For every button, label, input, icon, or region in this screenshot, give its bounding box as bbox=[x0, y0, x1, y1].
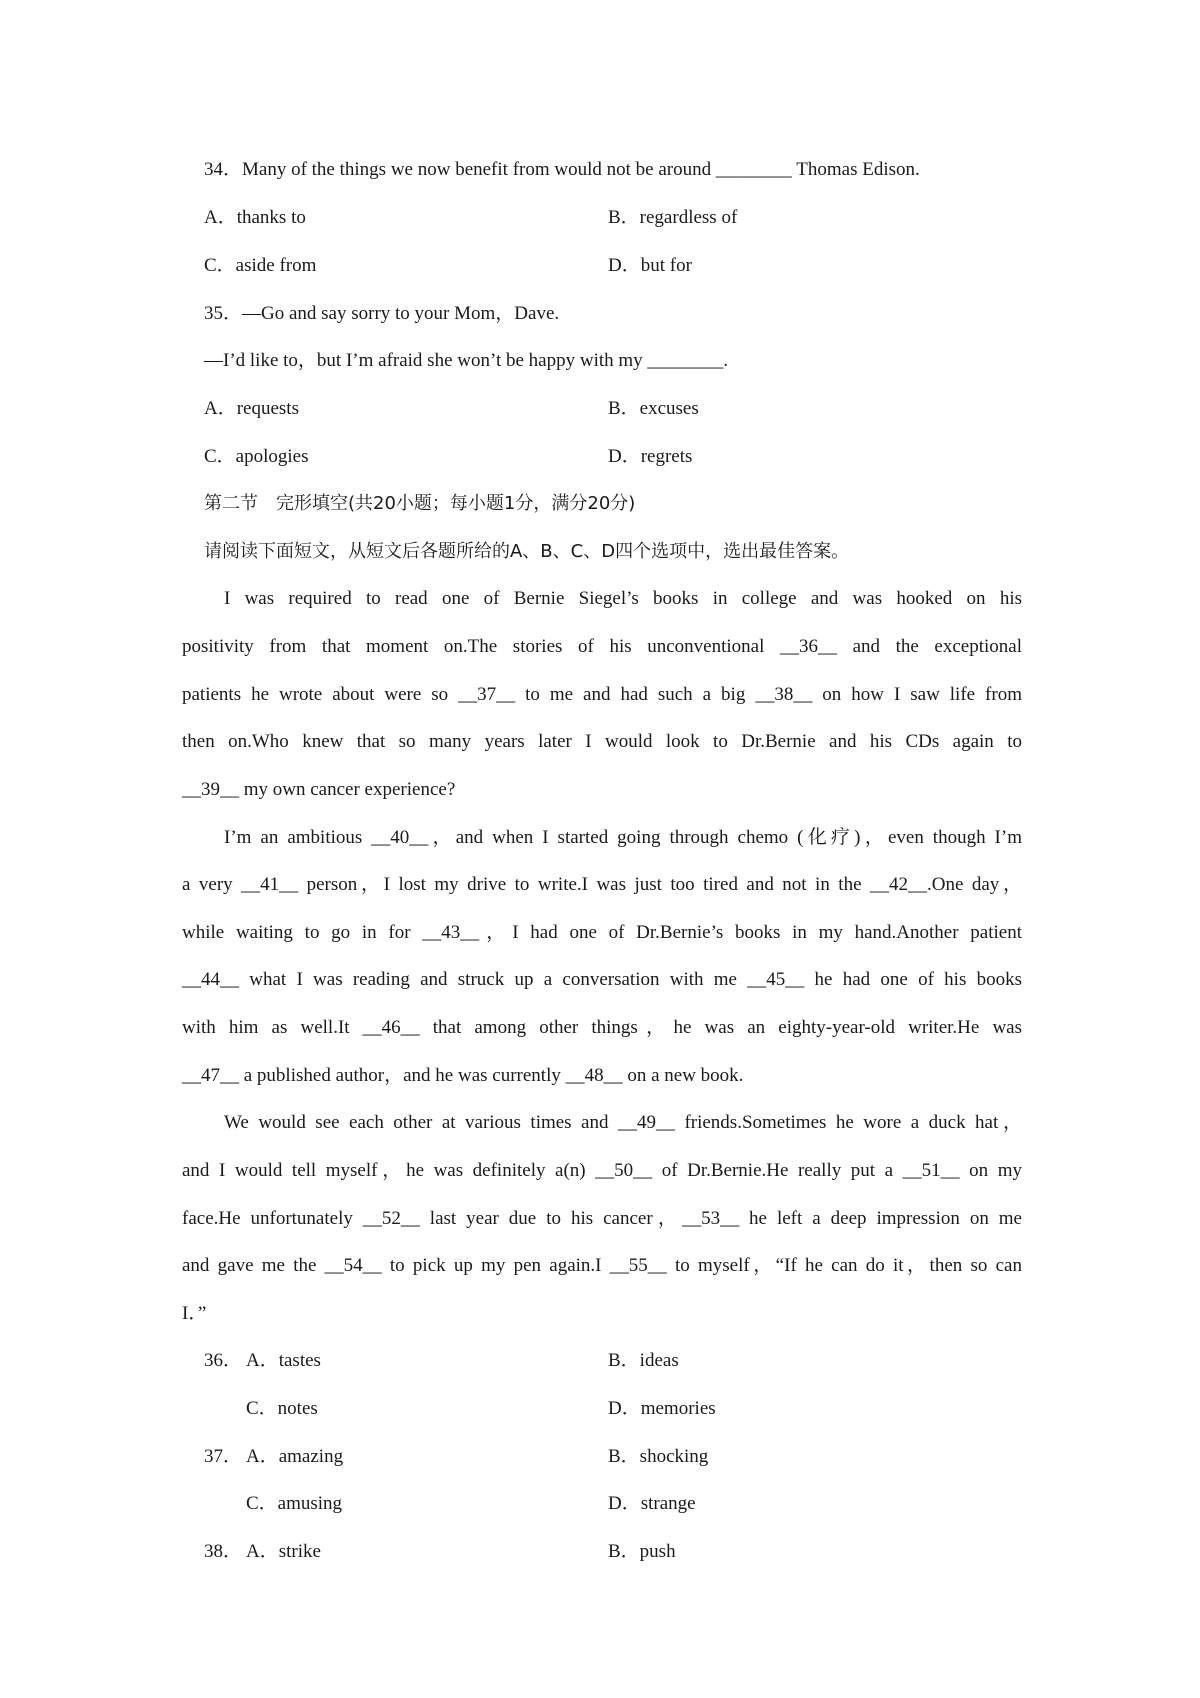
passage-line: with him as well.It __46__ that among other things，he was an eighty-year-old writer.He was bbox=[182, 1017, 1022, 1038]
passage-line: __44__ what I was reading and struck up a conversation with me __45__ he had one of his books bbox=[182, 969, 1022, 990]
q34-stem: 34．Many of the things we now benefit from would not be around ________ Thomas Edison. bbox=[204, 159, 920, 180]
q38-number: 38． bbox=[204, 1541, 243, 1562]
passage-line: while waiting to go in for __43__，I had one of Dr.Bernie’s books in my hand.Another patient bbox=[182, 922, 1022, 943]
q38-option-b: B．push bbox=[608, 1541, 676, 1562]
passage-line: I was required to read one of Bernie Siegel’s books in college and was hooked on his bbox=[224, 588, 1022, 609]
q36-option-c: C．notes bbox=[246, 1398, 318, 1419]
q34-option-a: A．thanks to bbox=[204, 207, 306, 228]
q36-option-a: A．tastes bbox=[246, 1350, 321, 1371]
passage-line: and I would tell myself，he was definitely a(n) __50__ of Dr.Bernie.He really put a __51__ on my bbox=[182, 1160, 1022, 1181]
passage-line: __39__ my own cancer experience? bbox=[182, 779, 456, 800]
passage-line: __47__ a published author，and he was currently __48__ on a new book. bbox=[182, 1065, 744, 1086]
passage-line: positivity from that moment on.The stories of his unconventional __36__ and the exceptional bbox=[182, 636, 1022, 657]
q38-option-a: A．strike bbox=[246, 1541, 321, 1562]
q37-option-b: B．shocking bbox=[608, 1446, 709, 1467]
passage-line: We would see each other at various times and __49__ friends.Sometimes he wore a duck hat， bbox=[224, 1112, 1022, 1133]
q36-number: 36． bbox=[204, 1350, 243, 1371]
passage-line: a very __41__ person，I lost my drive to write.I was just too tired and not in the __42__.One day， bbox=[182, 874, 1022, 895]
passage-line: and gave me the __54__ to pick up my pen again.I __55__ to myself，“If he can do it，then so can bbox=[182, 1255, 1022, 1276]
q34-option-c: C．aside from bbox=[204, 255, 317, 276]
passage-line: then on.Who knew that so many years later I would look to Dr.Bernie and his CDs again to bbox=[182, 731, 1022, 752]
passage-line: face.He unfortunately __52__ last year due to his cancer，__53__ he left a deep impression on me bbox=[182, 1208, 1022, 1229]
q34-option-b: B．regardless of bbox=[608, 207, 738, 228]
q35-option-d: D．regrets bbox=[608, 446, 693, 467]
passage-line: patients he wrote about were so __37__ to me and had such a big __38__ on how I saw life from bbox=[182, 684, 1022, 705]
q37-option-c: C．amusing bbox=[246, 1493, 343, 1514]
q37-option-d: D．strange bbox=[608, 1493, 696, 1514]
q34-option-d: D．but for bbox=[608, 255, 692, 276]
q35-stem-line1: 35．—Go and say sorry to your Mom，Dave. bbox=[204, 303, 560, 324]
section-heading: 第二节 完形填空(共20小题；每小题1分，满分20分) bbox=[204, 493, 636, 514]
q35-option-b: B．excuses bbox=[608, 398, 699, 419]
q37-option-a: A．amazing bbox=[246, 1446, 344, 1467]
section-instruction: 请阅读下面短文，从短文后各题所给的A、B、C、D四个选项中，选出最佳答案。 bbox=[204, 541, 850, 562]
q36-option-b: B．ideas bbox=[608, 1350, 679, 1371]
passage-line: I’m an ambitious __40__，and when I started going through chemo (化疗)，even though I’m bbox=[224, 827, 1022, 848]
q35-option-c: C．apologies bbox=[204, 446, 309, 467]
passage-line: I．” bbox=[182, 1303, 207, 1324]
q35-stem-line2: —I’d like to，but I’m afraid she won’t be happy with my ________. bbox=[204, 350, 729, 371]
q36-option-d: D．memories bbox=[608, 1398, 716, 1419]
q35-option-a: A．requests bbox=[204, 398, 299, 419]
q37-number: 37． bbox=[204, 1446, 243, 1467]
